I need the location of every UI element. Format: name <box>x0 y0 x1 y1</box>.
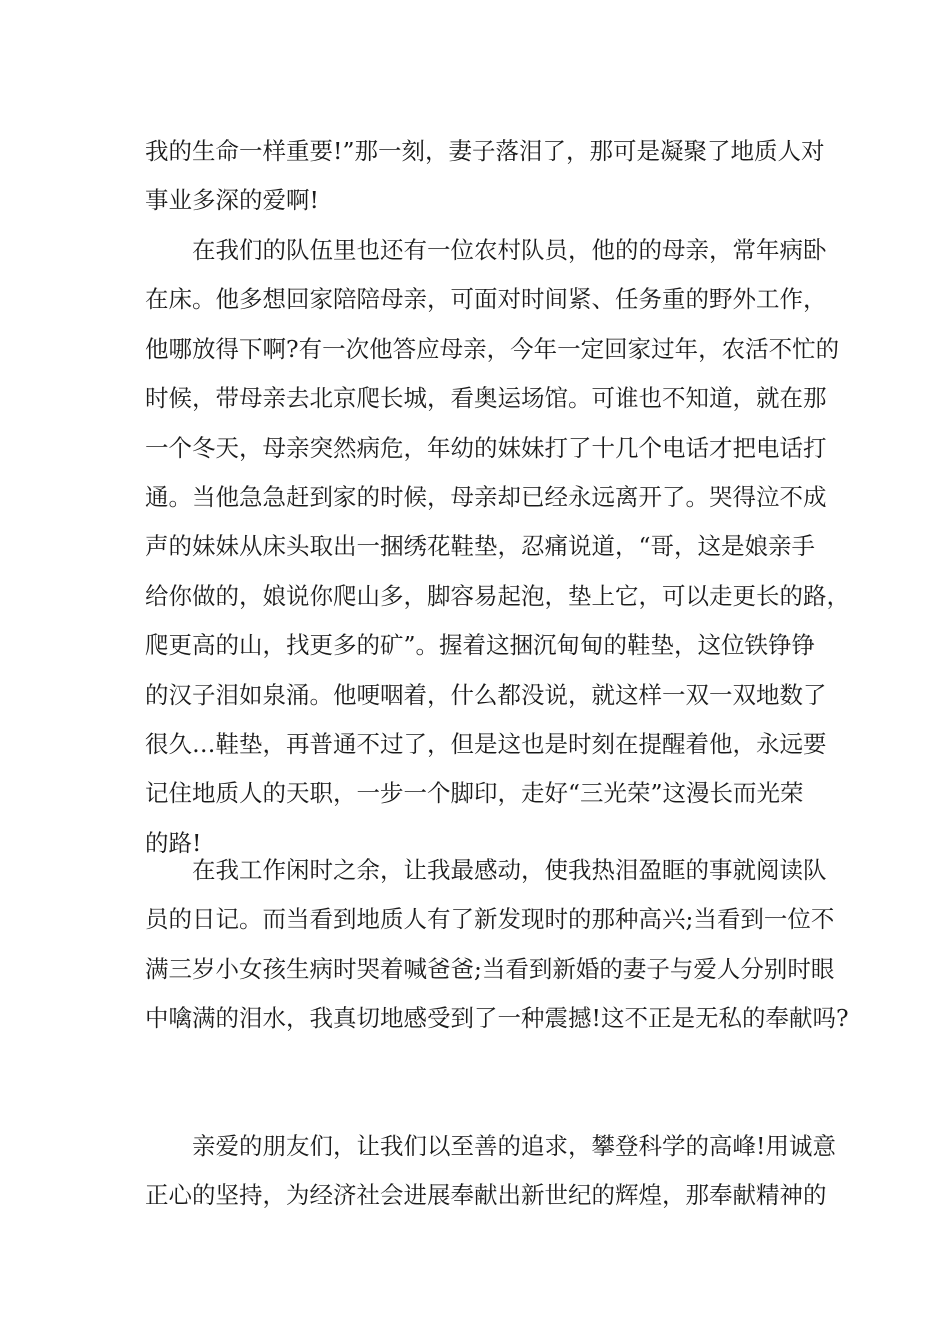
paragraph-line: 声的妹妹从床头取出一捆绣花鞋垫，忍痛说道，“哥，这是娘亲手 <box>145 532 816 561</box>
paragraph-line: 在床。他多想回家陪陪母亲，可面对时间紧、任务重的野外工作， <box>145 285 827 314</box>
paragraph-line: 正心的坚持，为经济社会进展奉献出新世纪的辉煌，那奉献精神的 <box>145 1181 827 1210</box>
paragraph-line: 员的日记。而当看到地质人有了新发现时的那种高兴;当看到一位不 <box>145 905 835 934</box>
paragraph-line: 在我们的队伍里也还有一位农村队员，他的的母亲，常年病卧 <box>192 236 827 264</box>
paragraph-3 <box>145 846 849 1044</box>
paragraph-line: 通。当他急急赶到家的时候，母亲却已经永远离开了。哭得泣不成 <box>145 482 827 511</box>
paragraph-line: 爬更高的山，找更多的矿”。握着这捆沉甸甸的鞋垫，这位铁铮铮 <box>145 631 816 660</box>
paragraph-line: 满三岁小女孩生病时哭着喊爸爸;当看到新婚的妻子与爱人分别时眼 <box>145 954 835 983</box>
paragraph-line: 中噙满的泪水，我真切地感受到了一种震撼!这不正是无私的奉献吗? <box>145 1004 849 1033</box>
paragraph-line: 他哪放得下啊?有一次他答应母亲，今年一定回家过年，农活不忙的 <box>145 334 840 363</box>
paragraph-line: 的路! <box>145 828 202 857</box>
paragraph-line: 事业多深的爱啊! <box>145 186 319 215</box>
paragraph-line: 在我工作闲时之余，让我最感动，使我热泪盈眶的事就阅读队 <box>192 856 827 884</box>
paragraph-2 <box>145 226 850 868</box>
paragraph-4 <box>145 1122 836 1221</box>
paragraph-line: 很久…鞋垫，再普通不过了，但是这也是时刻在提醒着他，永远要 <box>145 729 827 758</box>
paragraph-line: 记住地质人的天职，一步一个脚印，走好“三光荣”这漫长而光荣 <box>145 779 804 808</box>
paragraph-line: 时候，带母亲去北京爬长城，看奥运场馆。可谁也不知道，就在那 <box>145 384 827 413</box>
paragraph-1 <box>145 127 825 226</box>
paragraph-line: 一个冬天，母亲突然病危，年幼的妹妹打了十几个电话才把电话打 <box>145 433 827 462</box>
paragraph-line: 的汉子泪如泉涌。他哽咽着，什么都没说，就这样一双一双地数了 <box>145 680 827 709</box>
paragraph-line: 亲爱的朋友们，让我们以至善的追求，攀登科学的高峰!用诚意 <box>192 1132 836 1160</box>
paragraph-line: 给你做的，娘说你爬山多，脚容易起泡，垫上它，可以走更长的路， <box>145 581 850 610</box>
paragraph-line: 我的生命一样重要!”那一刻，妻子落泪了，那可是凝聚了地质人对 <box>145 137 825 165</box>
